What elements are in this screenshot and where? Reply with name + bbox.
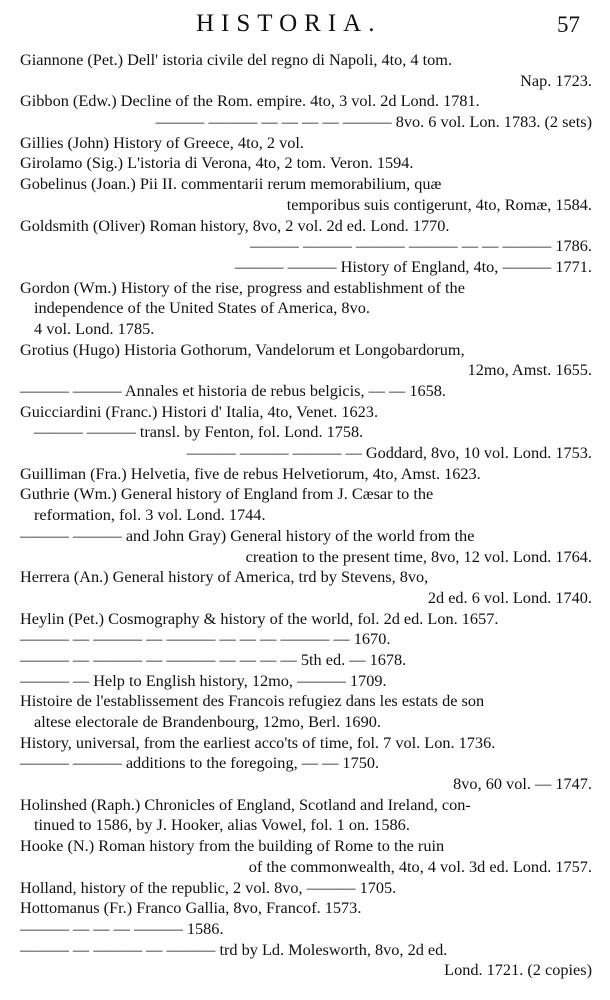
catalogue-line: Goldsmith (Oliver) Roman history, 8vo, 2 vol. 2d ed. Lond. 1770. <box>20 215 450 235</box>
catalogue-line: tinued to 1586, by J. Hooker, alias Vowel, fol. 1 on. 1586. <box>34 815 410 835</box>
catalogue-line: History, universal, from the earliest acco'ts of time, fol. 7 vol. Lon. 1736. <box>20 732 496 752</box>
catalogue-line: ——— ——— — — — — ——— 8vo. 6 vol. Lon. 1783. (2 sets) <box>155 112 592 132</box>
catalogue-line: ——— — ——— — ——— trd by Ld. Molesworth, 8vo, 2d ed. <box>20 939 448 959</box>
catalogue-line: Histoire de l'establissement des Francois refugiez dans les estats de son <box>20 691 485 711</box>
catalogue-line: Hottomanus (Fr.) Franco Gallia, 8vo, Francof. 1573. <box>20 898 362 918</box>
catalogue-entries <box>20 50 592 981</box>
catalogue-line: Gordon (Wm.) History of the rise, progress and establishment of the <box>20 277 465 297</box>
catalogue-line: ——— ——— ——— ——— — — ——— 1786. <box>250 236 592 256</box>
page-header <box>0 10 610 50</box>
catalogue-line: ——— ——— and John Gray) General history of the world from the <box>20 525 475 545</box>
catalogue-line: Gobelinus (Joan.) Pii II. commentarii rerum memorabilium, quæ <box>20 174 442 194</box>
running-title: HISTORIA. <box>196 10 382 37</box>
catalogue-line: temporibus suis contigerunt, 4to, Romæ, 1584. <box>286 194 592 214</box>
catalogue-line: ——— — Help to English history, 12mo, ——— 1709. <box>20 670 387 690</box>
catalogue-line: Heylin (Pet.) Cosmography & history of the world, fol. 2d ed. Lon. 1657. <box>20 608 499 628</box>
catalogue-line: 8vo, 60 vol. — 1747. <box>453 774 592 794</box>
catalogue-line: ——— ——— Annales et historia de rebus belgicis, — — 1658. <box>20 381 446 400</box>
catalogue-line: Guicciardini (Franc.) Histori d' Italia, 4to, Venet. 1623. <box>20 401 379 421</box>
catalogue-line: ——— ——— ——— — Goddard, 8vo, 10 vol. Lond. 1753. <box>186 443 592 463</box>
catalogue-line: creation to the present time, 8vo, 12 vol. Lond. 1764. <box>245 546 592 566</box>
catalogue-line: Holland, history of the republic, 2 vol. 8vo, ——— 1705. <box>20 877 397 897</box>
catalogue-line: ——— ——— History of England, 4to, ——— 1771. <box>234 256 592 276</box>
catalogue-line: Giannone (Pet.) Dell' istoria civile del regno di Napoli, 4to, 4 tom. <box>20 50 453 69</box>
catalogue-line: 4 vol. Lond. 1785. <box>34 318 155 338</box>
catalogue-line: Lond. 1721. (2 copies) <box>444 960 592 980</box>
catalogue-line: independence of the United States of America, 8vo. <box>34 298 370 318</box>
catalogue-line: 2d ed. 6 vol. Lond. 1740. <box>427 587 592 607</box>
catalogue-line: altese electorale de Brandenbourg, 12mo, Berl. 1690. <box>34 712 381 731</box>
catalogue-line: ——— ——— transl. by Fenton, fol. Lond. 1758. <box>34 422 364 442</box>
page-number: 57 <box>557 12 580 37</box>
catalogue-line: 12mo, Amst. 1655. <box>467 360 592 380</box>
catalogue-line: Girolamo (Sig.) L'istoria di Verona, 4to, 2 tom. Veron. 1594. <box>20 153 414 173</box>
catalogue-line: ——— — ——— — ——— — — — ——— — 1670. <box>20 629 391 649</box>
catalogue-line: Guthrie (Wm.) General history of England from J. Cæsar to the <box>20 484 434 504</box>
catalogue-line: ——— — — — ——— 1586. <box>20 918 224 938</box>
catalogue-line: Nap. 1723. <box>520 70 592 90</box>
catalogue-line: Gibbon (Edw.) Decline of the Rom. empire. 4to, 3 vol. 2d Lond. 1781. <box>20 91 480 111</box>
catalogue-line: of the commonwealth, 4to, 4 vol. 3d ed. Lond. 1757. <box>248 856 592 876</box>
catalogue-line: ——— ——— additions to the foregoing, — — 1750. <box>20 753 380 773</box>
catalogue-line: Herrera (An.) General history of America, trd by Stevens, 8vo, <box>20 567 429 587</box>
catalogue-line: Hooke (N.) Roman history from the building of Rome to the ruin <box>20 836 445 856</box>
catalogue-line: ——— — ——— — ——— — — — — 5th ed. — 1678. <box>20 649 407 669</box>
catalogue-line: reformation, fol. 3 vol. Lond. 1744. <box>34 505 266 525</box>
catalogue-line: Grotius (Hugo) Historia Gothorum, Vandelorum et Longobardorum, <box>20 339 465 359</box>
catalogue-line: Gillies (John) History of Greece, 4to, 2 vol. <box>20 132 304 152</box>
catalogue-line: Guilliman (Fra.) Helvetia, five de rebus Helvetiorum, 4to, Amst. 1623. <box>20 463 481 483</box>
catalogue-line: Holinshed (Raph.) Chronicles of England, Scotland and Ireland, con- <box>20 794 471 814</box>
